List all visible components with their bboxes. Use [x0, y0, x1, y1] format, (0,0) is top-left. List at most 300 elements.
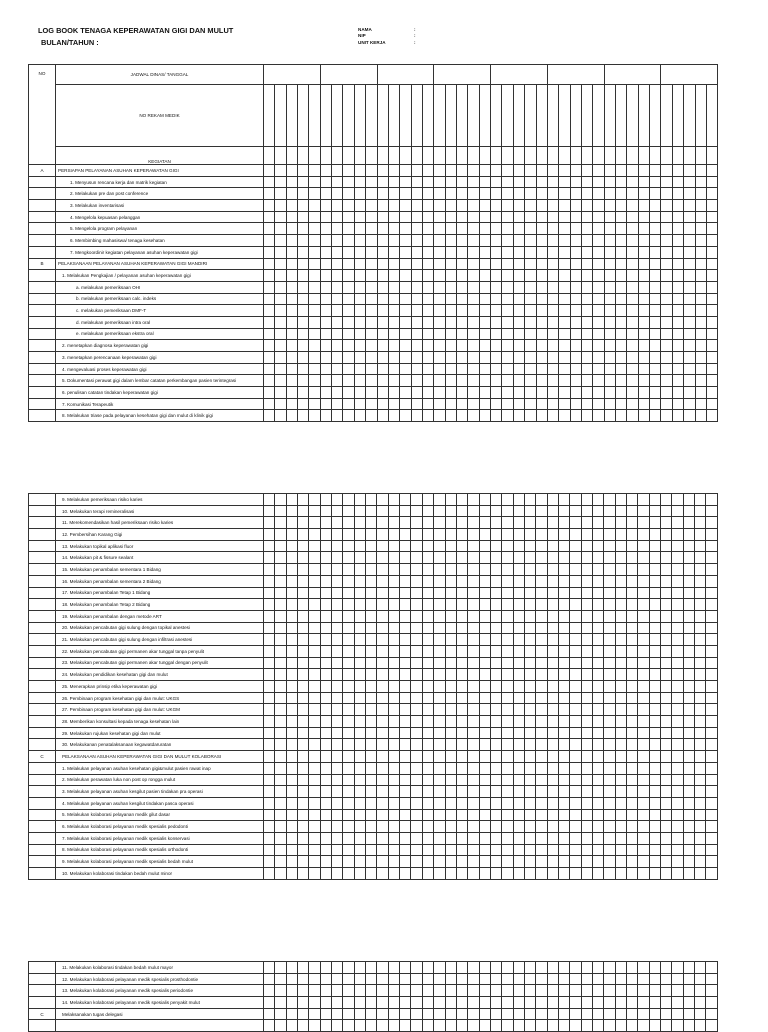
- entry-cell[interactable]: [400, 868, 411, 880]
- entry-cell[interactable]: [615, 727, 626, 739]
- entry-cell[interactable]: [400, 739, 411, 751]
- entry-cell[interactable]: [706, 751, 717, 763]
- entry-cell[interactable]: [377, 973, 388, 985]
- entry-cell[interactable]: [264, 751, 275, 763]
- entry-cell[interactable]: [536, 997, 547, 1009]
- entry-cell[interactable]: [411, 564, 422, 576]
- entry-cell[interactable]: [547, 316, 558, 328]
- entry-cell[interactable]: [695, 739, 706, 751]
- entry-cell[interactable]: [264, 997, 275, 1009]
- entry-cell[interactable]: [286, 340, 297, 352]
- entry-cell[interactable]: [592, 809, 603, 821]
- entry-cell[interactable]: [615, 517, 626, 529]
- entry-cell[interactable]: [343, 645, 354, 657]
- entry-cell[interactable]: [445, 328, 456, 340]
- entry-cell[interactable]: [479, 165, 490, 177]
- entry-cell[interactable]: [581, 235, 592, 247]
- entry-cell[interactable]: [434, 176, 445, 188]
- entry-cell[interactable]: [638, 387, 649, 399]
- entry-cell[interactable]: [343, 797, 354, 809]
- entry-cell[interactable]: [706, 246, 717, 258]
- entry-cell[interactable]: [275, 270, 286, 282]
- entry-cell[interactable]: [422, 410, 433, 422]
- entry-cell[interactable]: [491, 328, 502, 340]
- entry-cell[interactable]: [309, 704, 320, 716]
- entry-cell[interactable]: [286, 739, 297, 751]
- entry-cell[interactable]: [479, 387, 490, 399]
- entry-cell[interactable]: [286, 622, 297, 634]
- entry-cell[interactable]: [354, 751, 365, 763]
- entry-cell[interactable]: [445, 529, 456, 541]
- entry-cell[interactable]: [400, 328, 411, 340]
- entry-cell[interactable]: [683, 797, 694, 809]
- entry-cell[interactable]: [411, 1008, 422, 1020]
- entry-cell[interactable]: [604, 610, 615, 622]
- entry-cell[interactable]: [592, 716, 603, 728]
- entry-cell[interactable]: [684, 281, 695, 293]
- entry-cell[interactable]: [366, 856, 377, 868]
- entry-cell[interactable]: [672, 681, 683, 693]
- entry-cell[interactable]: [479, 258, 490, 270]
- entry-cell[interactable]: [616, 211, 627, 223]
- entry-cell[interactable]: [354, 1020, 365, 1032]
- entry-cell[interactable]: [570, 305, 581, 317]
- entry-cell[interactable]: [683, 517, 694, 529]
- entry-cell[interactable]: [309, 387, 320, 399]
- entry-cell[interactable]: [558, 751, 569, 763]
- entry-cell[interactable]: [320, 188, 331, 200]
- entry-cell[interactable]: [627, 868, 638, 880]
- entry-cell[interactable]: [400, 147, 411, 165]
- entry-cell[interactable]: [422, 258, 433, 270]
- entry-cell[interactable]: [445, 692, 456, 704]
- entry-cell[interactable]: [377, 587, 388, 599]
- entry-cell[interactable]: [400, 211, 411, 223]
- entry-cell[interactable]: [354, 387, 365, 399]
- entry-cell[interactable]: [547, 704, 558, 716]
- entry-cell[interactable]: [354, 505, 365, 517]
- entry-cell[interactable]: [320, 856, 331, 868]
- entry-cell[interactable]: [616, 410, 627, 422]
- entry-cell[interactable]: [400, 246, 411, 258]
- entry-cell[interactable]: [298, 188, 309, 200]
- entry-cell[interactable]: [536, 844, 547, 856]
- entry-cell[interactable]: [683, 962, 694, 974]
- entry-cell[interactable]: [309, 669, 320, 681]
- entry-cell[interactable]: [604, 293, 615, 305]
- entry-cell[interactable]: [377, 188, 388, 200]
- entry-cell[interactable]: [411, 305, 422, 317]
- entry-cell[interactable]: [468, 235, 479, 247]
- entry-cell[interactable]: [558, 540, 569, 552]
- entry-cell[interactable]: [479, 494, 490, 506]
- entry-cell[interactable]: [672, 669, 683, 681]
- entry-cell[interactable]: [695, 281, 706, 293]
- entry-cell[interactable]: [684, 147, 695, 165]
- entry-cell[interactable]: [309, 293, 320, 305]
- entry-cell[interactable]: [661, 352, 672, 364]
- entry-cell[interactable]: [298, 147, 309, 165]
- entry-cell[interactable]: [581, 575, 592, 587]
- entry-cell[interactable]: [388, 704, 399, 716]
- entry-cell[interactable]: [309, 997, 320, 1009]
- entry-cell[interactable]: [400, 599, 411, 611]
- entry-cell[interactable]: [581, 223, 592, 235]
- entry-cell[interactable]: [615, 762, 626, 774]
- entry-cell[interactable]: [638, 962, 649, 974]
- entry-cell[interactable]: [400, 188, 411, 200]
- entry-cell[interactable]: [627, 494, 638, 506]
- entry-cell[interactable]: [411, 223, 422, 235]
- entry-cell[interactable]: [388, 575, 399, 587]
- entry-cell[interactable]: [309, 797, 320, 809]
- entry-cell[interactable]: [683, 505, 694, 517]
- entry-cell[interactable]: [570, 176, 581, 188]
- entry-cell[interactable]: [320, 85, 331, 147]
- entry-cell[interactable]: [411, 246, 422, 258]
- entry-cell[interactable]: [627, 762, 638, 774]
- entry-cell[interactable]: [354, 494, 365, 506]
- entry-cell[interactable]: [581, 352, 592, 364]
- entry-cell[interactable]: [298, 704, 309, 716]
- entry-cell[interactable]: [422, 599, 433, 611]
- entry-cell[interactable]: [343, 398, 354, 410]
- entry-cell[interactable]: [411, 634, 422, 646]
- entry-cell[interactable]: [592, 832, 603, 844]
- entry-cell[interactable]: [286, 375, 297, 387]
- entry-cell[interactable]: [468, 85, 479, 147]
- entry-cell[interactable]: [661, 398, 672, 410]
- entry-cell[interactable]: [638, 494, 649, 506]
- entry-cell[interactable]: [479, 398, 490, 410]
- entry-cell[interactable]: [298, 398, 309, 410]
- entry-cell[interactable]: [683, 1008, 694, 1020]
- entry-cell[interactable]: [525, 200, 536, 212]
- entry-cell[interactable]: [320, 352, 331, 364]
- entry-cell[interactable]: [547, 868, 558, 880]
- entry-cell[interactable]: [434, 762, 445, 774]
- entry-cell[interactable]: [547, 727, 558, 739]
- entry-cell[interactable]: [434, 494, 445, 506]
- entry-cell[interactable]: [468, 809, 479, 821]
- entry-cell[interactable]: [275, 293, 286, 305]
- entry-cell[interactable]: [354, 200, 365, 212]
- entry-cell[interactable]: [672, 751, 683, 763]
- entry-cell[interactable]: [332, 716, 343, 728]
- entry-cell[interactable]: [706, 1008, 717, 1020]
- entry-cell[interactable]: [502, 809, 513, 821]
- entry-cell[interactable]: [581, 681, 592, 693]
- entry-cell[interactable]: [298, 856, 309, 868]
- entry-cell[interactable]: [479, 962, 490, 974]
- entry-cell[interactable]: [683, 564, 694, 576]
- entry-cell[interactable]: [354, 235, 365, 247]
- entry-cell[interactable]: [445, 223, 456, 235]
- entry-cell[interactable]: [456, 645, 467, 657]
- entry-cell[interactable]: [672, 147, 683, 165]
- entry-cell[interactable]: [377, 328, 388, 340]
- entry-cell[interactable]: [524, 1020, 535, 1032]
- entry-cell[interactable]: [388, 211, 399, 223]
- entry-cell[interactable]: [479, 786, 490, 798]
- entry-cell[interactable]: [491, 387, 502, 399]
- entry-cell[interactable]: [366, 517, 377, 529]
- entry-cell[interactable]: [388, 246, 399, 258]
- entry-cell[interactable]: [513, 340, 524, 352]
- entry-cell[interactable]: [434, 316, 445, 328]
- entry-cell[interactable]: [309, 410, 320, 422]
- entry-cell[interactable]: [490, 622, 501, 634]
- entry-cell[interactable]: [286, 281, 297, 293]
- entry-cell[interactable]: [524, 973, 535, 985]
- entry-cell[interactable]: [332, 985, 343, 997]
- entry-cell[interactable]: [502, 270, 513, 282]
- entry-cell[interactable]: [592, 552, 603, 564]
- entry-cell[interactable]: [570, 786, 581, 798]
- entry-cell[interactable]: [558, 645, 569, 657]
- entry-cell[interactable]: [422, 147, 433, 165]
- entry-cell[interactable]: [638, 973, 649, 985]
- entry-cell[interactable]: [627, 340, 638, 352]
- entry-cell[interactable]: [683, 985, 694, 997]
- entry-cell[interactable]: [638, 540, 649, 552]
- entry-cell[interactable]: [547, 494, 558, 506]
- entry-cell[interactable]: [581, 657, 592, 669]
- entry-cell[interactable]: [661, 669, 672, 681]
- entry-cell[interactable]: [683, 774, 694, 786]
- entry-cell[interactable]: [468, 610, 479, 622]
- entry-cell[interactable]: [536, 1020, 547, 1032]
- entry-cell[interactable]: [411, 340, 422, 352]
- entry-cell[interactable]: [422, 200, 433, 212]
- entry-cell[interactable]: [502, 85, 513, 147]
- entry-cell[interactable]: [547, 973, 558, 985]
- entry-cell[interactable]: [627, 398, 638, 410]
- entry-cell[interactable]: [604, 622, 615, 634]
- entry-cell[interactable]: [320, 505, 331, 517]
- entry-cell[interactable]: [468, 1020, 479, 1032]
- entry-cell[interactable]: [570, 188, 581, 200]
- entry-cell[interactable]: [400, 564, 411, 576]
- entry-cell[interactable]: [570, 529, 581, 541]
- entry-cell[interactable]: [491, 246, 502, 258]
- entry-cell[interactable]: [706, 340, 717, 352]
- entry-cell[interactable]: [604, 645, 615, 657]
- entry-cell[interactable]: [490, 985, 501, 997]
- entry-cell[interactable]: [468, 270, 479, 282]
- entry-cell[interactable]: [570, 1020, 581, 1032]
- entry-cell[interactable]: [377, 552, 388, 564]
- entry-cell[interactable]: [524, 1008, 535, 1020]
- entry-cell[interactable]: [604, 165, 615, 177]
- entry-cell[interactable]: [343, 587, 354, 599]
- entry-cell[interactable]: [411, 610, 422, 622]
- entry-cell[interactable]: [400, 657, 411, 669]
- entry-cell[interactable]: [672, 1020, 683, 1032]
- entry-cell[interactable]: [649, 844, 660, 856]
- entry-cell[interactable]: [422, 809, 433, 821]
- entry-cell[interactable]: [286, 258, 297, 270]
- entry-cell[interactable]: [706, 270, 717, 282]
- entry-cell[interactable]: [411, 387, 422, 399]
- entry-cell[interactable]: [457, 410, 468, 422]
- entry-cell[interactable]: [388, 1008, 399, 1020]
- entry-cell[interactable]: [513, 211, 524, 223]
- entry-cell[interactable]: [490, 552, 501, 564]
- entry-cell[interactable]: [343, 529, 354, 541]
- entry-cell[interactable]: [411, 681, 422, 693]
- entry-cell[interactable]: [332, 281, 343, 293]
- entry-cell[interactable]: [615, 575, 626, 587]
- entry-cell[interactable]: [445, 305, 456, 317]
- entry-cell[interactable]: [377, 147, 388, 165]
- entry-cell[interactable]: [422, 622, 433, 634]
- entry-cell[interactable]: [286, 211, 297, 223]
- entry-cell[interactable]: [264, 797, 275, 809]
- entry-cell[interactable]: [570, 1008, 581, 1020]
- entry-cell[interactable]: [298, 727, 309, 739]
- entry-cell[interactable]: [309, 165, 320, 177]
- entry-cell[interactable]: [332, 246, 343, 258]
- entry-cell[interactable]: [354, 328, 365, 340]
- entry-cell[interactable]: [468, 786, 479, 798]
- entry-cell[interactable]: [309, 517, 320, 529]
- entry-cell[interactable]: [683, 575, 694, 587]
- entry-cell[interactable]: [479, 293, 490, 305]
- entry-cell[interactable]: [388, 985, 399, 997]
- entry-cell[interactable]: [502, 751, 513, 763]
- entry-cell[interactable]: [445, 786, 456, 798]
- entry-cell[interactable]: [479, 751, 490, 763]
- entry-cell[interactable]: [264, 1008, 275, 1020]
- entry-cell[interactable]: [298, 305, 309, 317]
- entry-cell[interactable]: [309, 176, 320, 188]
- entry-cell[interactable]: [615, 610, 626, 622]
- entry-cell[interactable]: [490, 739, 501, 751]
- entry-cell[interactable]: [366, 352, 377, 364]
- entry-cell[interactable]: [513, 235, 524, 247]
- entry-cell[interactable]: [445, 821, 456, 833]
- entry-cell[interactable]: [559, 363, 570, 375]
- entry-cell[interactable]: [672, 716, 683, 728]
- entry-cell[interactable]: [422, 316, 433, 328]
- entry-cell[interactable]: [627, 246, 638, 258]
- entry-cell[interactable]: [479, 575, 490, 587]
- entry-cell[interactable]: [524, 494, 535, 506]
- entry-cell[interactable]: [513, 387, 524, 399]
- entry-cell[interactable]: [649, 517, 660, 529]
- entry-cell[interactable]: [411, 727, 422, 739]
- entry-cell[interactable]: [604, 599, 615, 611]
- entry-cell[interactable]: [604, 363, 615, 375]
- entry-cell[interactable]: [593, 352, 604, 364]
- entry-cell[interactable]: [456, 962, 467, 974]
- entry-cell[interactable]: [332, 844, 343, 856]
- entry-cell[interactable]: [388, 797, 399, 809]
- entry-cell[interactable]: [286, 316, 297, 328]
- entry-cell[interactable]: [615, 997, 626, 1009]
- entry-cell[interactable]: [536, 340, 547, 352]
- entry-cell[interactable]: [650, 340, 661, 352]
- entry-cell[interactable]: [592, 564, 603, 576]
- entry-cell[interactable]: [286, 165, 297, 177]
- entry-cell[interactable]: [581, 176, 592, 188]
- entry-cell[interactable]: [581, 293, 592, 305]
- entry-cell[interactable]: [592, 739, 603, 751]
- entry-cell[interactable]: [309, 622, 320, 634]
- entry-cell[interactable]: [570, 832, 581, 844]
- entry-cell[interactable]: [388, 540, 399, 552]
- entry-cell[interactable]: [366, 410, 377, 422]
- entry-cell[interactable]: [525, 258, 536, 270]
- entry-cell[interactable]: [388, 692, 399, 704]
- entry-cell[interactable]: [275, 165, 286, 177]
- entry-cell[interactable]: [627, 505, 638, 517]
- entry-cell[interactable]: [490, 809, 501, 821]
- entry-cell[interactable]: [547, 552, 558, 564]
- entry-cell[interactable]: [525, 352, 536, 364]
- entry-cell[interactable]: [525, 211, 536, 223]
- entry-cell[interactable]: [536, 293, 547, 305]
- entry-cell[interactable]: [638, 165, 649, 177]
- entry-cell[interactable]: [479, 363, 490, 375]
- entry-cell[interactable]: [570, 774, 581, 786]
- entry-cell[interactable]: [683, 739, 694, 751]
- entry-cell[interactable]: [627, 281, 638, 293]
- entry-cell[interactable]: [547, 622, 558, 634]
- entry-cell[interactable]: [422, 786, 433, 798]
- entry-cell[interactable]: [706, 786, 717, 798]
- entry-cell[interactable]: [479, 281, 490, 293]
- entry-cell[interactable]: [388, 316, 399, 328]
- entry-cell[interactable]: [298, 540, 309, 552]
- entry-cell[interactable]: [354, 973, 365, 985]
- entry-cell[interactable]: [604, 997, 615, 1009]
- entry-cell[interactable]: [286, 692, 297, 704]
- entry-cell[interactable]: [343, 832, 354, 844]
- entry-cell[interactable]: [286, 832, 297, 844]
- entry-cell[interactable]: [275, 634, 286, 646]
- entry-cell[interactable]: [706, 856, 717, 868]
- entry-cell[interactable]: [366, 375, 377, 387]
- entry-cell[interactable]: [264, 868, 275, 880]
- entry-cell[interactable]: [592, 1008, 603, 1020]
- entry-cell[interactable]: [388, 328, 399, 340]
- entry-cell[interactable]: [592, 622, 603, 634]
- entry-cell[interactable]: [457, 165, 468, 177]
- entry-cell[interactable]: [286, 223, 297, 235]
- entry-cell[interactable]: [661, 223, 672, 235]
- entry-cell[interactable]: [683, 868, 694, 880]
- entry-cell[interactable]: [672, 517, 683, 529]
- entry-cell[interactable]: [264, 552, 275, 564]
- entry-cell[interactable]: [400, 821, 411, 833]
- entry-cell[interactable]: [558, 962, 569, 974]
- entry-cell[interactable]: [366, 657, 377, 669]
- entry-cell[interactable]: [468, 832, 479, 844]
- entry-cell[interactable]: [604, 821, 615, 833]
- entry-cell[interactable]: [366, 305, 377, 317]
- entry-cell[interactable]: [604, 716, 615, 728]
- entry-cell[interactable]: [411, 211, 422, 223]
- entry-cell[interactable]: [502, 281, 513, 293]
- entry-cell[interactable]: [411, 235, 422, 247]
- entry-cell[interactable]: [354, 997, 365, 1009]
- entry-cell[interactable]: [547, 387, 558, 399]
- entry-cell[interactable]: [422, 751, 433, 763]
- entry-cell[interactable]: [411, 85, 422, 147]
- entry-cell[interactable]: [570, 223, 581, 235]
